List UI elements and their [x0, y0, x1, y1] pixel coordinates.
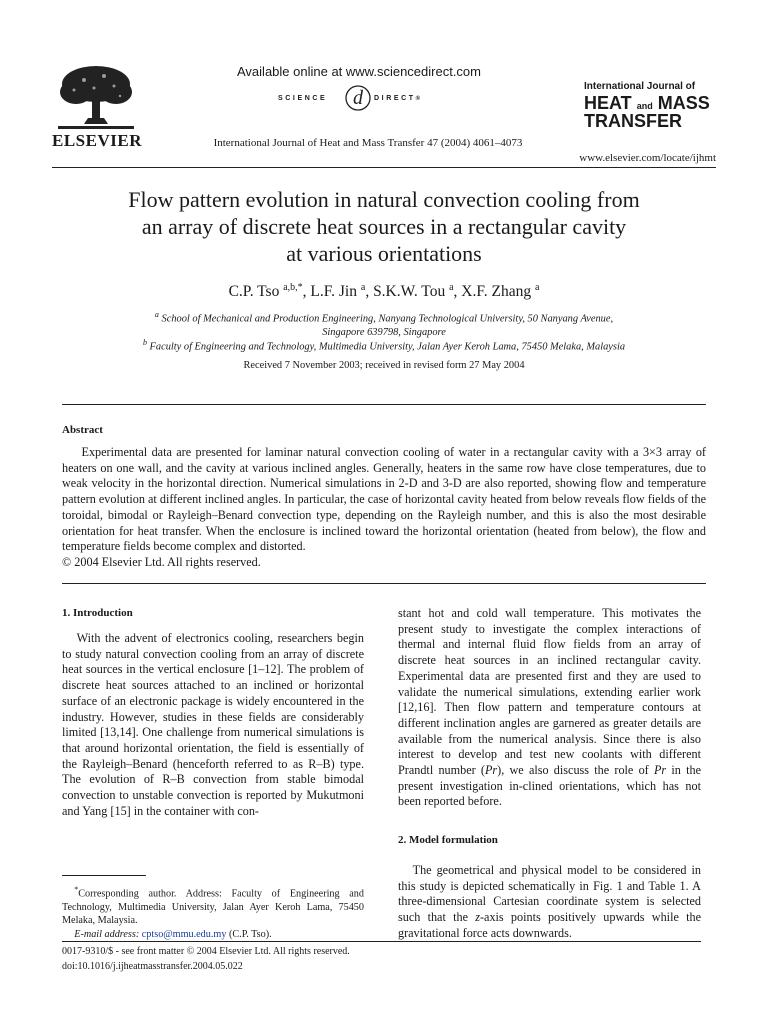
header-divider [52, 167, 716, 168]
corresponding-author-footnote: *Corresponding author. Address: Faculty of Engineering and Technology, Multimedia University, Jalan Ayer Keroh Lama, 75450 Melaka, Malaysia. E-mail address: cptso@mmu.edu.my (C.P. Tso). [62, 885, 364, 940]
affiliation-a: $^a$ School of Mechanical and Production Engineering, Nanyang Technological University, 50 Nanyang Avenue, Singapore 639798, Singapore [154, 310, 614, 339]
author: S.K.W. Tou $^a$ [373, 282, 454, 301]
author: X.F. Zhang $^a$ [461, 282, 540, 301]
issn-line: 0017-9310/$ - see front matter © 2004 Elsevier Ltd. All rights reserved. [62, 946, 350, 957]
introduction-text: With the advent of electronics cooling, researchers begin to study natural convection cooling from an array of discrete heat sources in the vertical enclosure [1–12]. The problem of discrete heat sources attached to an inclined or horizontal surface of an electronic package is widely encountered in the industry. However, studies in these fields are considerably limited [13,14]. One challenge from numerical simulations is that around horizontal orientation, the field is essentially of the Rayleigh–Benard (henceforth referred to as R–B) type. The evolution of R–B convection from stable bimodal convection to unstable convection is reported by Mukutmoni and Yang [15] in the container with con- [62, 631, 364, 818]
author-list: C.P. Tso $^{a,b,*}$, L.F. Jin $^a$, S.K.W. Tou $^a$, X.F. Zhang $^a$ [228, 282, 540, 301]
author: L.F. Jin $^a$ [310, 282, 366, 301]
email-link[interactable]: cptso@mmu.edu.my [141, 928, 227, 940]
journal-logo-line2: HEAT and MASS [584, 93, 710, 113]
elsevier-tree-logo [54, 62, 138, 132]
abstract-bottom-divider [62, 583, 706, 584]
affiliation-b: $^b$ Faculty of Engineering and Technology, Multimedia University, Jalan Ayer Keroh Lama, 75450 Melaka, Malaysia [142, 338, 626, 353]
article-title: Flow pattern evolution in natural convection cooling from an array of discrete heat sources in a rectangular cavity at various orientations [128, 187, 640, 266]
sciencedirect-right: DIRECT® [374, 95, 421, 102]
publisher-name: ELSEVIER [52, 131, 142, 150]
abstract-heading: Abstract [62, 424, 103, 436]
sciencedirect-d-icon [344, 84, 372, 112]
abstract-top-divider [62, 404, 706, 405]
doi-line[interactable]: doi:10.1016/j.ijheatmasstransfer.2004.05.022 [62, 961, 243, 972]
footnote-divider [62, 875, 146, 876]
model-formulation-text: The geometrical and physical model to be considered in this study is depicted schematically in Fig. 1 and Table 1. A three-dimensional Cartesian coordinate system is selected such that the z-axis points positively upwards while the gravitational force acts downwards. [398, 863, 701, 940]
copyright-notice: © 2004 Elsevier Ltd. All rights reserved. [62, 554, 261, 569]
author: C.P. Tso $^{a,b,*}$ [228, 282, 303, 301]
svg-text:d: d [353, 87, 363, 109]
available-online: Available online at www.sciencedirect.com [237, 64, 481, 79]
bottom-divider [62, 941, 701, 942]
journal-logo-line1: International Journal of [584, 81, 696, 92]
received-dates: Received 7 November 2003; received in revised form 27 May 2004 [243, 360, 525, 371]
journal-citation: International Journal of Heat and Mass Transfer 47 (2004) 4061–4073 [213, 137, 523, 149]
section-heading-introduction: 1. Introduction [62, 607, 133, 619]
section-heading-model-formulation: 2. Model formulation [398, 834, 498, 846]
journal-logo-line3: TRANSFER [584, 111, 682, 131]
sciencedirect-logo [278, 86, 442, 110]
journal-url[interactable]: www.elsevier.com/locate/ijhmt [579, 152, 716, 164]
abstract-text: Experimental data are presented for laminar natural convection cooling of water in a rectangular cavity with a 3×3 array of heaters on one wall, and the cavity at various inclined angles. Generally, heaters in the same row have close temperatures, due to weak velocity in the horizontal direction. Numerical simulations in 2-D and 3-D are also reported, showing flow and temperature pattern evolution at different inclined angles. In particular, the case of horizontal cavity heated from below reveals flow fields of the toroidal, bimodal or Rayleigh–Benard convection type, depending on the Rayleigh number, and this is also the most desirable orientation for heat transfer. When the enclosure is inclined toward the horizontal orientation (heated from below), the flow and temperature fields become complex and distorted. © 2004 Elsevier Ltd. All rights reserved. [62, 445, 706, 569]
journal-logo [584, 82, 714, 130]
introduction-text-continued: stant hot and cold wall temperature. This motivates the present study to investigate the complex interactions of thermal and internal fluid flow fields from an array of discrete heat sources in an inclined rectangular cavity. Experimental data are presented first and they are used to validate the numerical simulations, extending earlier work [12,16]. Then flow pattern and temperature contours at different inclination angles are garnered as greater details are available from the numerical analysis. Since there is also interest to develop and test new coolants with different Prandtl number (Pr), we also discuss the role of Pr in the present investigation in-clined orientations, which has not been reported before. [398, 606, 701, 809]
sciencedirect-left: SCIENCE [278, 95, 328, 102]
